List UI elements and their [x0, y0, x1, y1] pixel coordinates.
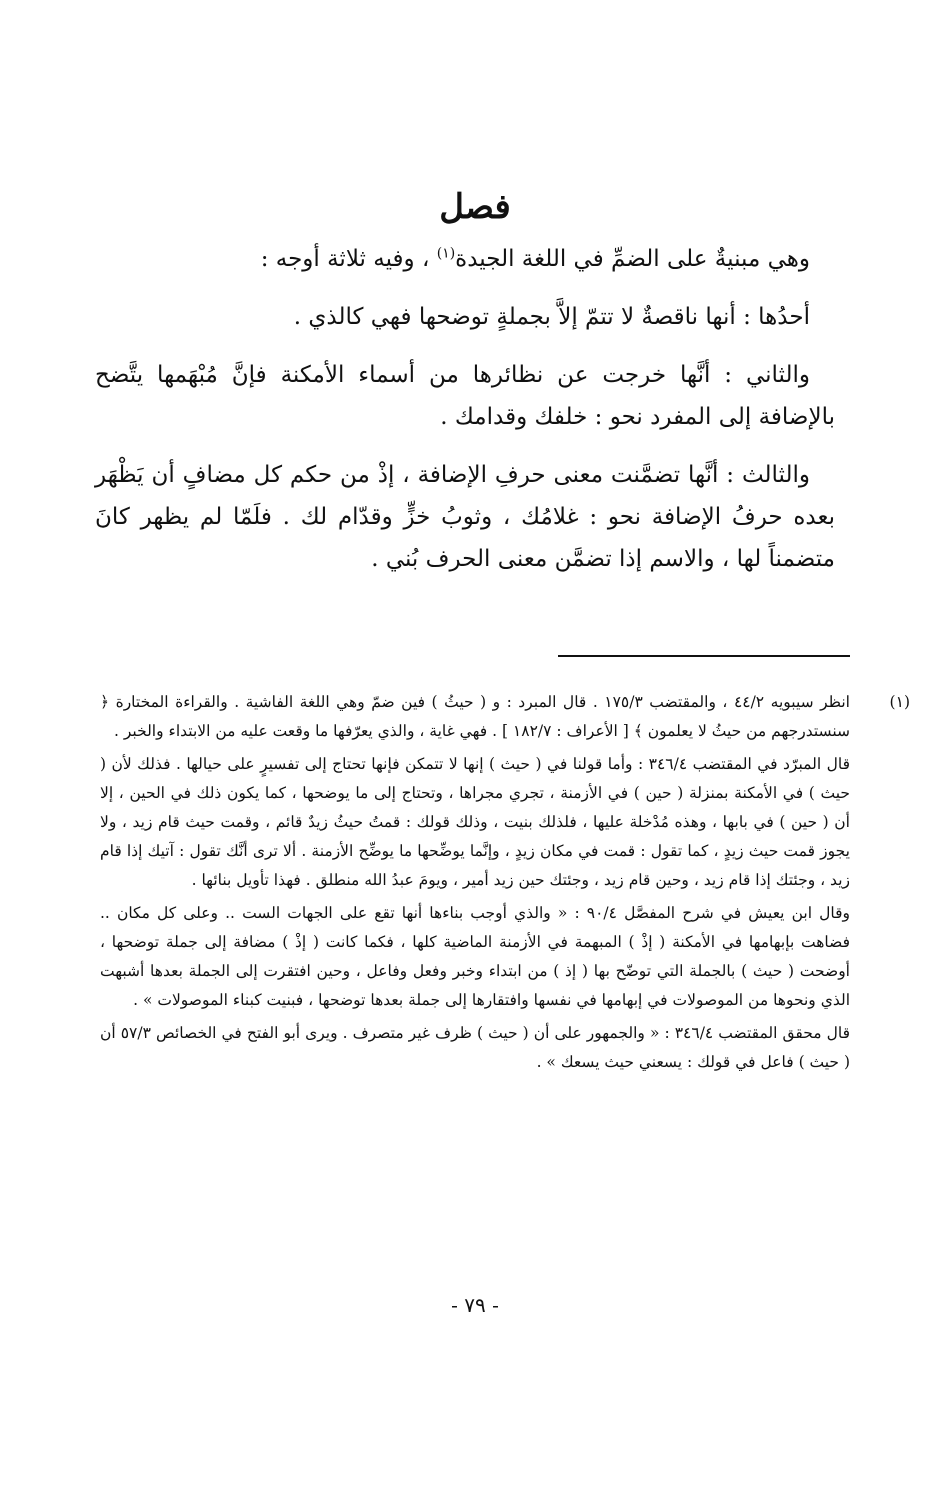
page-number: - ٧٩ -: [451, 1293, 499, 1317]
footnote-paragraph: قال المبرّد في المقتضب ٣٤٦/٤ : وأما قولنا في ( حيث ) إنها لا تتمكن فإنها تحتاج إلى تفسيرٍ على حيالها . فذلك لأن ( حيث ) في الأمكنة بمنزلة ( حين ) في الأزمنة ، تجري مجراها ، وتحتاج إلى ما يوضحها ، كما يكون ذلك في الحين ، إلا أن ( حين ) في بابها ، وهذه مُدْخلة عليها ، فلذلك بنيت ، وذلك قولك : قمتُ حيثُ زيدٌ قائم ، وقمت حيث قام زيد ، ولا يجوز قمت حيث زيدٍ ، كما تقول : قمت في مكان زيدٍ ، وإنَّما يوضِّحها ما يوضِّح الأزمنة . ألا ترى أنَّك تقول : آتيك إذا قام زيد ، وجئتك إذا قام زيد ، وحين قام زيد ، وجئتك حين زيد أمير ، ويومَ عبدُ الله منطلق . فهذا تأويل بنائها .: [100, 755, 850, 889]
main-text: [95, 238, 835, 596]
footnote-reference: (١): [436, 245, 456, 262]
first-aspect-paragraph: أحدُها : أنها ناقصةٌ لا تتمّ إلاَّ بجملةٍ توضحها فهي كالذي .: [293, 304, 810, 330]
intro-paragraph: [95, 238, 835, 280]
intro-text: وهي مبنيةٌ على الضمِّ في اللغة الجيدة: [455, 246, 810, 272]
intro-text-end: ، وفيه ثلاثة أوجه :: [260, 246, 437, 272]
footnote-paragraph: قال محقق المقتضب ٣٤٦/٤ : « والجمهور على أن ( حيث ) ظرف غير متصرف . ويرى أبو الفتح في الخصائص ٥٧/٣ أن ( حيث ) فاعل في قولك : يسعني حيث يسعك » .: [100, 1024, 850, 1071]
footnote-divider: [558, 655, 850, 657]
second-aspect-paragraph: والثاني : أنَّها خرجت عن نظائرها من أسماء الأمكنة فإنَّ مُبْهَمها يتَّضح بالإضافة إلى المفرد نحو : خلفك وقدامك .: [95, 362, 835, 430]
third-aspect-paragraph: والثالث : أنَّها تضمَّنت معنى حرفِ الإضافة ، إذْ من حكم كل مضافٍ أن يَظْهَر بعده حرفُ الإضافة نحو : غلامُك ، وثوبُ خزٍّ وقدّام لك . فلَمّا لم يظهر كانَ متضمناً لها ، والاسم إذا تضمَّن معنى الحرف بُني .: [95, 462, 835, 572]
footnote-paragraph: وقال ابن يعيش في شرح المفصَّل ٩٠/٤ : « والذي أوجب بناءها أنها تقع على الجهات الست .. وعلى كل مكان .. فضاهت بإبهامها في الأمكنة ( إذْ ) المبهمة في الأزمنة الماضية كلها ، فكما كانت ( إذْ ) مضافة إلى جملة توضحها ، أوضحت ( حيث ) بالجملة التي توضّح بها ( إذ ) من ابتداء وخبر وفعل وفاعل ، وحين افتقرت إلى الجملة بعدها أشبهت الذي ونحوها من الموصولات في إبهامها في نفسها وافتقارها إلى جملة بعدها توضحها ، فبنيت كبناء الموصولات » .: [100, 904, 850, 1009]
footnote-marker: (١): [889, 693, 910, 711]
footnote-block: [100, 688, 910, 1081]
footnote-paragraph: انظر سيبويه ٤٤/٢ ، والمقتضب ١٧٥/٣ . قال المبرد : و ( حيثُ ) فين ضمّ وهي اللغة الفاشية . والقراءة المختارة ﴿ سنستدرجهم من حيثُ لا يعلمون ﴾ [ الأعراف : ١٨٢/٧ ] . فهي غاية ، والذي يعرّفها ما وقعت عليه من الابتداء والخبر .: [100, 693, 850, 740]
section-heading: فصل: [439, 187, 511, 227]
